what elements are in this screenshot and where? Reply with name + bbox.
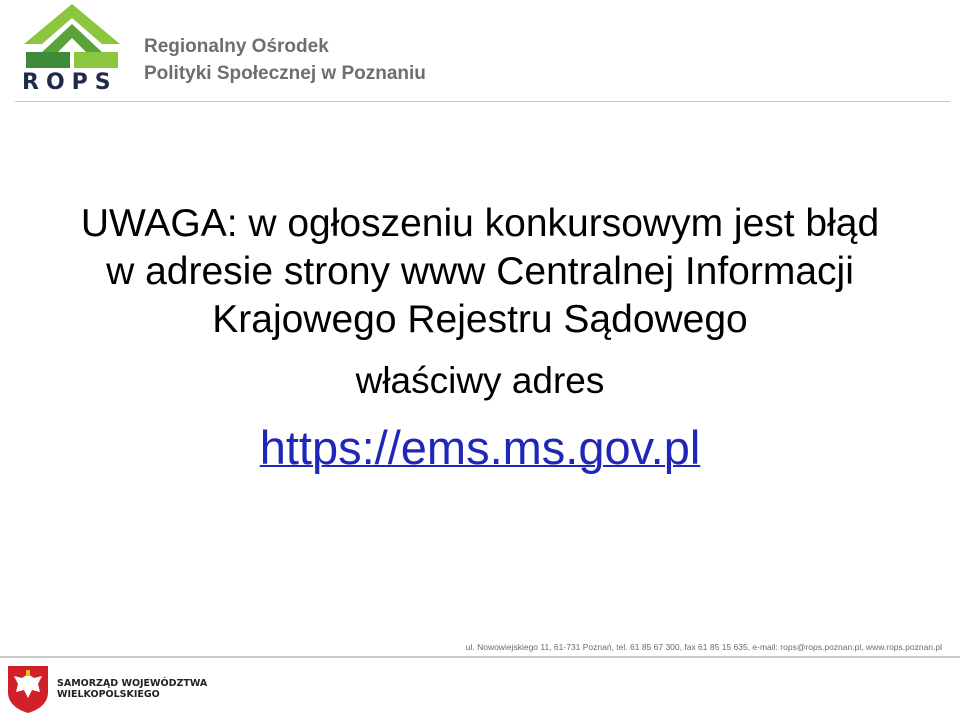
page-header (0, 0, 960, 104)
footer-contact-info: ul. Nowowiejskiego 11, 61-731 Poznań, tel. 61 85 67 300, fax 61 85 15 635, e-mail: rops@rops.poznan.pl, www.rops.poznan.pl (465, 642, 942, 652)
correct-url-link[interactable]: https://ems.ms.gov.pl (259, 421, 701, 474)
rops-logo-icon (22, 4, 122, 70)
notice-line-1: UWAGA: w ogłoszeniu konkursowym jest błąd (80, 202, 880, 245)
notice-line-2: w adresie strony www Centralnej Informacji (106, 250, 854, 293)
samorzad-logo-text (57, 678, 207, 700)
footer-divider (0, 656, 960, 658)
org-name-line2: Polityki Społecznej w Poznaniu (144, 63, 426, 84)
rops-logo-text: ROPS (22, 70, 118, 95)
notice-line-3: Krajowego Rejestru Sądowego (212, 298, 748, 341)
correct-address-label: właściwy adres (355, 360, 605, 401)
header-divider (15, 101, 950, 102)
voivodeship-crest-icon (6, 664, 50, 714)
error-notice (0, 200, 960, 344)
notice-content (0, 200, 960, 476)
samorzad-line-2: WIELKOPOLSKIEGO (57, 689, 160, 700)
samorzad-line-1: SAMORZĄD WOJEWÓDZTWA (57, 678, 208, 689)
org-name-line1: Regionalny Ośrodek (144, 36, 329, 57)
